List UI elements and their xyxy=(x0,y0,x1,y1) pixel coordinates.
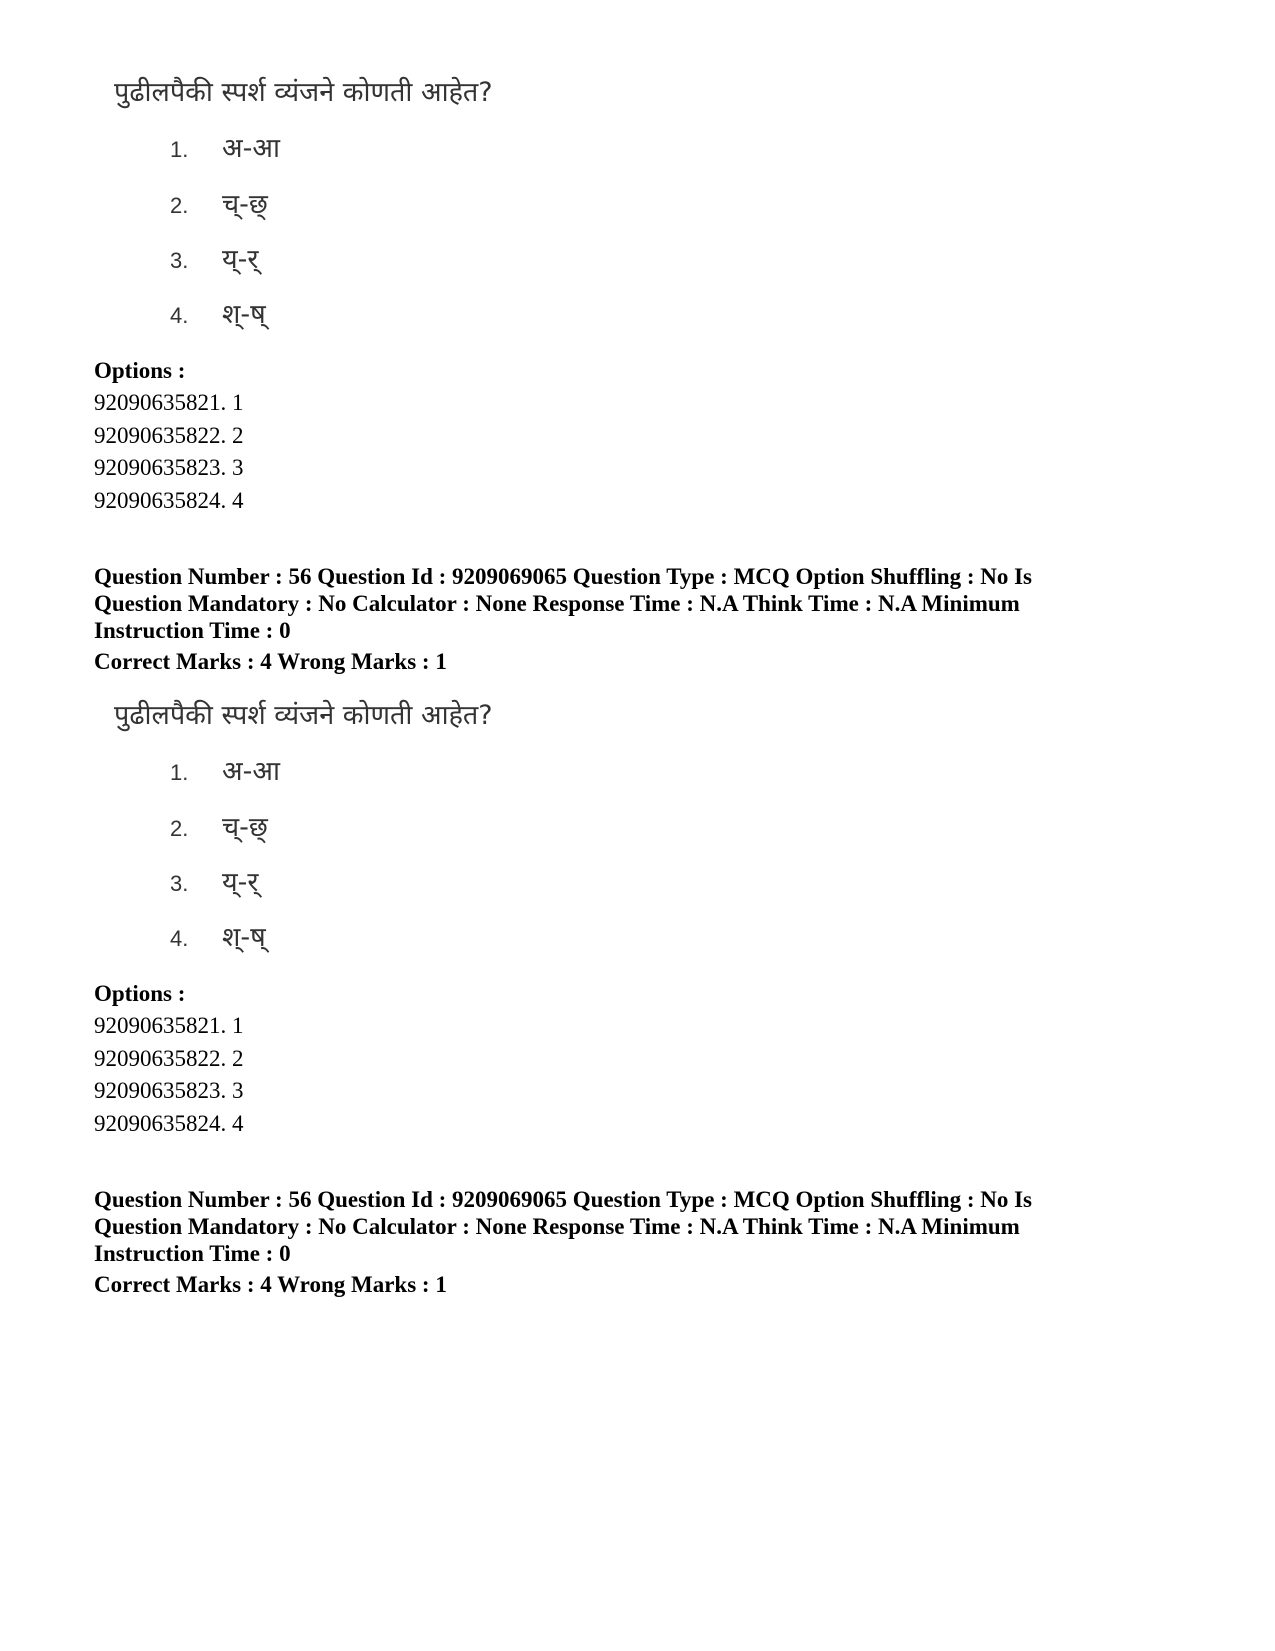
choice-text: य्-र् xyxy=(222,867,259,898)
option-id-line: 92090635823. 3 xyxy=(94,1078,244,1103)
choice-number: 3. xyxy=(170,248,189,273)
question-image xyxy=(110,698,530,968)
choice-number: 2. xyxy=(170,816,189,841)
option-id-line: 92090635822. 2 xyxy=(94,1046,244,1071)
meta-line: Instruction Time : 0 xyxy=(94,1241,291,1266)
choice-number: 3. xyxy=(170,871,189,896)
choice-text: य्-र् xyxy=(222,244,259,275)
question-text: पुढीलपैकी स्पर्श व्यंजने कोणती आहेत? xyxy=(114,700,493,731)
choice-number: 4. xyxy=(170,926,189,951)
choice-text: अ-आ xyxy=(222,133,280,164)
option-id-line: 92090635824. 4 xyxy=(94,1111,244,1136)
choice-number: 1. xyxy=(170,137,189,162)
choice-text: अ-आ xyxy=(222,756,280,787)
meta-line: Question Number : 56 Question Id : 9209069065 Question Type : MCQ Option Shuffling : No Is xyxy=(94,564,1033,589)
marks-line: Correct Marks : 4 Wrong Marks : 1 xyxy=(94,1272,447,1297)
options-label: Options : xyxy=(94,981,186,1006)
question-text: पुढीलपैकी स्पर्श व्यंजने कोणती आहेत? xyxy=(114,77,493,108)
meta-line: Question Mandatory : No Calculator : None Response Time : N.A Think Time : N.A Minimum xyxy=(94,1214,1020,1239)
choice-text: च्-छ् xyxy=(222,812,268,843)
choice-number: 2. xyxy=(170,193,189,218)
option-id-line: 92090635821. 1 xyxy=(94,1013,244,1038)
question-image xyxy=(110,75,530,345)
choice-number: 1. xyxy=(170,760,189,785)
option-id-line: 92090635821. 1 xyxy=(94,390,244,415)
option-id-line: 92090635822. 2 xyxy=(94,423,244,448)
question-meta xyxy=(94,563,1094,644)
option-id-line: 92090635823. 3 xyxy=(94,455,244,480)
choice-number: 4. xyxy=(170,303,189,328)
choice-text: श्-ष् xyxy=(222,299,266,330)
question-meta xyxy=(94,1186,1094,1267)
choice-text: च्-छ् xyxy=(222,189,268,220)
meta-line: Question Number : 56 Question Id : 9209069065 Question Type : MCQ Option Shuffling : No Is xyxy=(94,1187,1033,1212)
marks-line: Correct Marks : 4 Wrong Marks : 1 xyxy=(94,649,447,674)
options-label: Options : xyxy=(94,358,186,383)
meta-line: Question Mandatory : No Calculator : None Response Time : N.A Think Time : N.A Minimum xyxy=(94,591,1020,616)
choice-text: श्-ष् xyxy=(222,922,266,953)
option-id-line: 92090635824. 4 xyxy=(94,488,244,513)
meta-line: Instruction Time : 0 xyxy=(94,618,291,643)
